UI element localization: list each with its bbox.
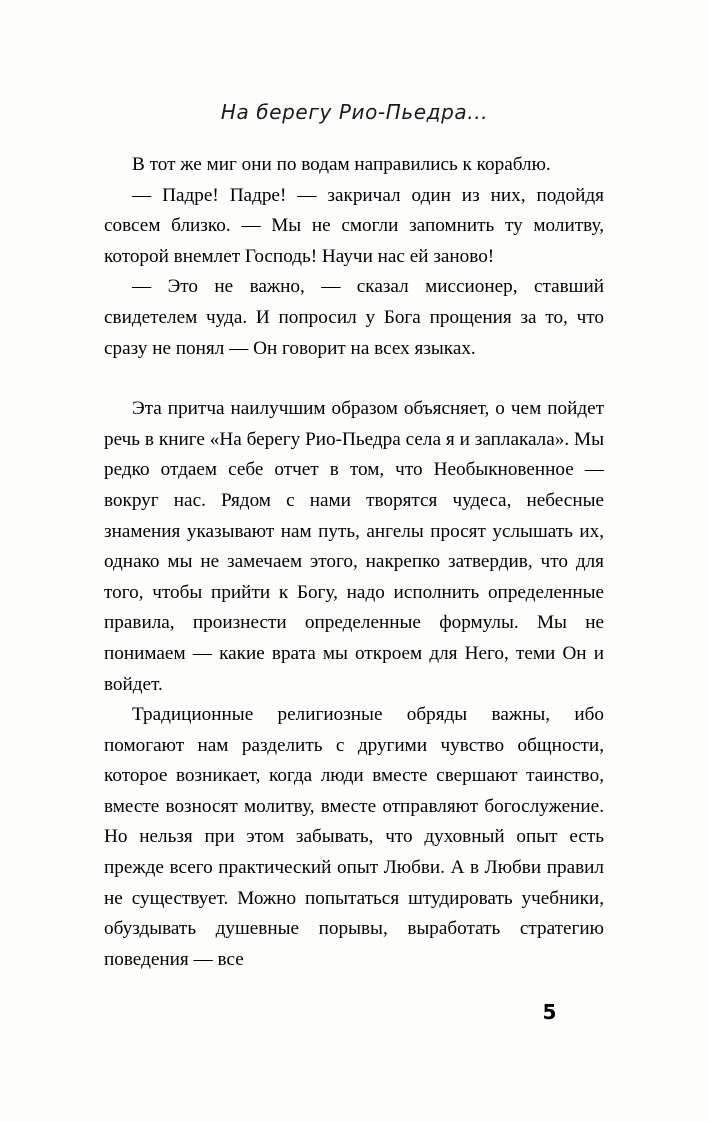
body-text <box>104 150 604 975</box>
page-number <box>0 1000 709 1024</box>
paragraph: Эта притча наилучшим образом объясняет, о чем пойдет речь в книге «На берегу Рио-Пьедра села я и заплакала». Мы редко отдаем себе отчет в том, что Необыкновенное — вокруг нас. Рядом с нами творятся чудеса, небесные знамения указывают нам путь, ангелы просят услышать их, однако мы не замечаем этого, накрепко затвердив, что для того, чтобы прийти к Богу, надо исполнить определенные правила, произнести определенные формулы. Мы не понимаем — какие врата мы откроем для Него, теми Он и войдет. <box>104 398 604 695</box>
paragraph-spacer <box>104 364 604 394</box>
running-head: На берегу Рио-Пьедра... <box>220 100 489 124</box>
paragraph: Традиционные религиозные обряды важны, ибо помогают нам разделить с другими чувство общности, которое возникает, когда люди вместе свершают таинство, вместе возносят молитву, вместе отправляют богослужение. Но нельзя при этом забывать, что духовный опыт есть прежде всего практический опыт Любви. А в Любви правил не существует. Можно попытаться штудировать учебники, обуздывать душевные порывы, выработать стратегию поведения — все <box>104 704 604 970</box>
paragraph: В тот же миг они по водам направились к кораблю. <box>132 154 551 175</box>
paragraph: — Это не важно, — сказал миссионер, ставший свидетелем чуда. И попросил у Бога прощения за то, что сразу не понял — Он говорит на всех языках. <box>104 276 604 359</box>
paragraph: — Падре! Падре! — закричал один из них, подойдя совсем близко. — Мы не смогли запомнить ту молитву, которой внемлет Господь! Научи нас ей заново! <box>104 184 604 267</box>
page-number-value: 5 <box>542 1000 557 1024</box>
